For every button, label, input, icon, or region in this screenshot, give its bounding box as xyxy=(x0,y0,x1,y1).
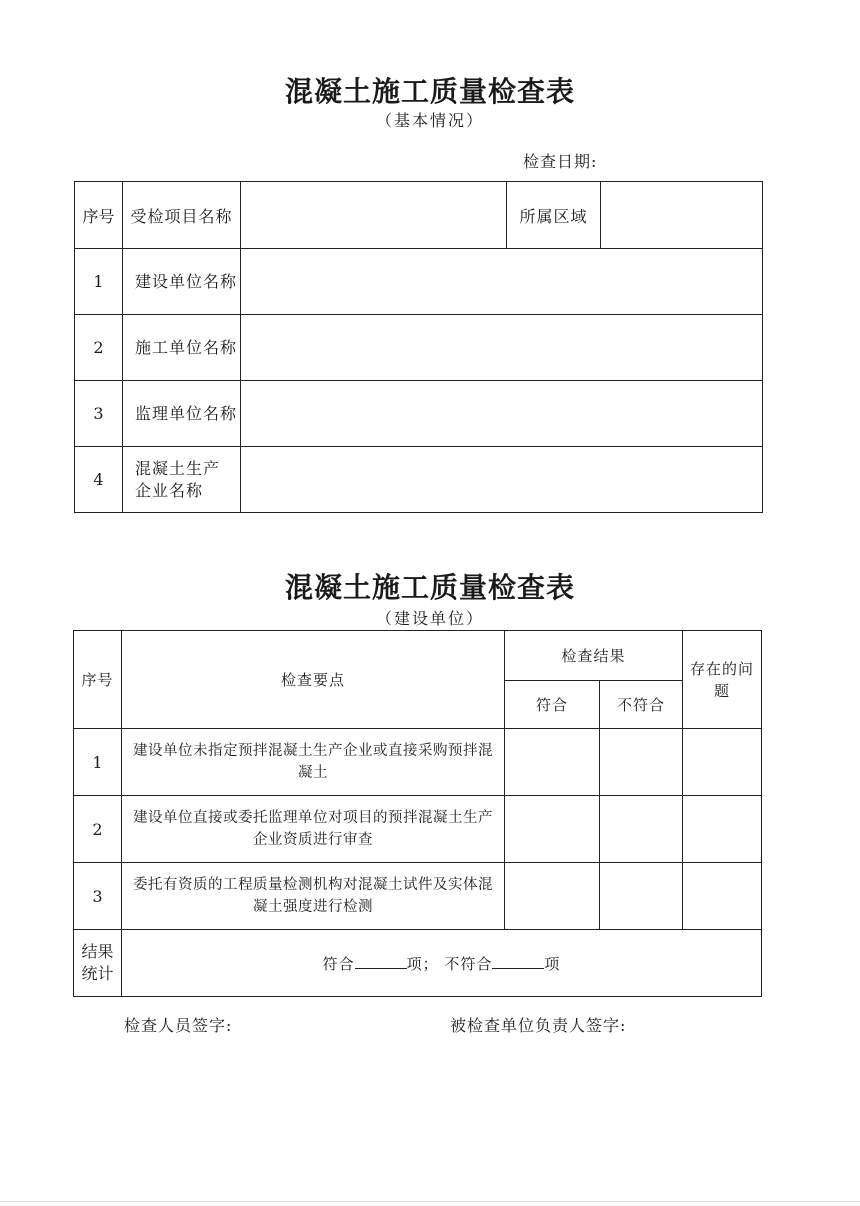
check-points-header: 检查要点 xyxy=(122,631,505,729)
basic-info-header-row xyxy=(75,182,763,249)
contractor-label: 施工单位名称 xyxy=(123,315,241,381)
check-result-header: 检查结果 xyxy=(505,631,683,681)
concrete-producer-field[interactable] xyxy=(241,447,763,513)
construction-owner-field[interactable] xyxy=(241,249,763,315)
comply-cell[interactable] xyxy=(505,729,600,796)
table2-title: 混凝土施工质量检查表 xyxy=(284,571,575,604)
project-name-label: 受检项目名称 xyxy=(123,182,241,249)
contractor-field[interactable] xyxy=(241,315,763,381)
issues-header: 存在的问题 xyxy=(683,631,762,729)
area-field[interactable] xyxy=(601,182,763,249)
summary-content xyxy=(122,930,762,997)
not-comply-cell[interactable] xyxy=(600,863,683,930)
table-row xyxy=(74,796,762,863)
supervisor-field[interactable] xyxy=(241,381,763,447)
project-name-field[interactable] xyxy=(241,182,507,249)
owner-check-table xyxy=(73,630,762,997)
table-row xyxy=(74,863,762,930)
basic-info-table xyxy=(74,181,763,513)
supervisor-label: 监理单位名称 xyxy=(123,381,241,447)
summary-row xyxy=(74,930,762,997)
check-item-text: 委托有资质的工程质量检测机构对混凝土试件及实体混凝土强度进行检测 xyxy=(122,863,505,930)
issues-cell[interactable] xyxy=(683,729,762,796)
inspection-date-label: 检查日期: xyxy=(523,152,598,171)
summary-item-unit2: 项 xyxy=(544,954,561,973)
issues-cell[interactable] xyxy=(683,796,762,863)
inspected-unit-signature-label: 被检查单位负责人签字: xyxy=(450,1016,627,1035)
row-number: 3 xyxy=(74,863,122,930)
check-item-text: 建设单位未指定预拌混凝土生产企业或直接采购预拌混凝土 xyxy=(122,729,505,796)
row-number: 2 xyxy=(75,315,123,381)
row-number: 1 xyxy=(75,249,123,315)
table1-title: 混凝土施工质量检查表 xyxy=(284,75,575,108)
table-row xyxy=(75,315,763,381)
not-comply-header: 不符合 xyxy=(600,681,683,729)
seq-header: 序号 xyxy=(75,182,123,249)
comply-cell[interactable] xyxy=(505,796,600,863)
not-comply-count-field[interactable] xyxy=(492,954,544,969)
issues-cell[interactable] xyxy=(683,863,762,930)
table-row xyxy=(75,381,763,447)
row-number: 4 xyxy=(75,447,123,513)
table-row xyxy=(75,249,763,315)
row-number: 3 xyxy=(75,381,123,447)
page-bottom-edge xyxy=(0,1201,860,1202)
area-label: 所属区域 xyxy=(507,182,601,249)
seq-header: 序号 xyxy=(74,631,122,729)
not-comply-cell[interactable] xyxy=(600,796,683,863)
table-row xyxy=(74,729,762,796)
concrete-producer-label: 混凝土生产企业名称 xyxy=(123,447,241,513)
summary-not-comply-text: 不符合 xyxy=(444,954,493,973)
check-item-text: 建设单位直接或委托监理单位对项目的预拌混凝土生产企业资质进行审查 xyxy=(122,796,505,863)
not-comply-cell[interactable] xyxy=(600,729,683,796)
table2-subtitle: （建设单位） xyxy=(375,609,484,628)
comply-count-field[interactable] xyxy=(355,954,407,969)
comply-cell[interactable] xyxy=(505,863,600,930)
comply-header: 符合 xyxy=(505,681,600,729)
summary-label: 结果统计 xyxy=(74,930,122,997)
construction-owner-label: 建设单位名称 xyxy=(123,249,241,315)
inspector-signature-label: 检查人员签字: xyxy=(124,1016,233,1035)
row-number: 1 xyxy=(74,729,122,796)
summary-item-unit: 项； xyxy=(406,954,439,973)
table-row xyxy=(75,447,763,513)
table1-subtitle: （基本情况） xyxy=(375,111,484,130)
row-number: 2 xyxy=(74,796,122,863)
summary-comply-text: 符合 xyxy=(322,954,355,973)
